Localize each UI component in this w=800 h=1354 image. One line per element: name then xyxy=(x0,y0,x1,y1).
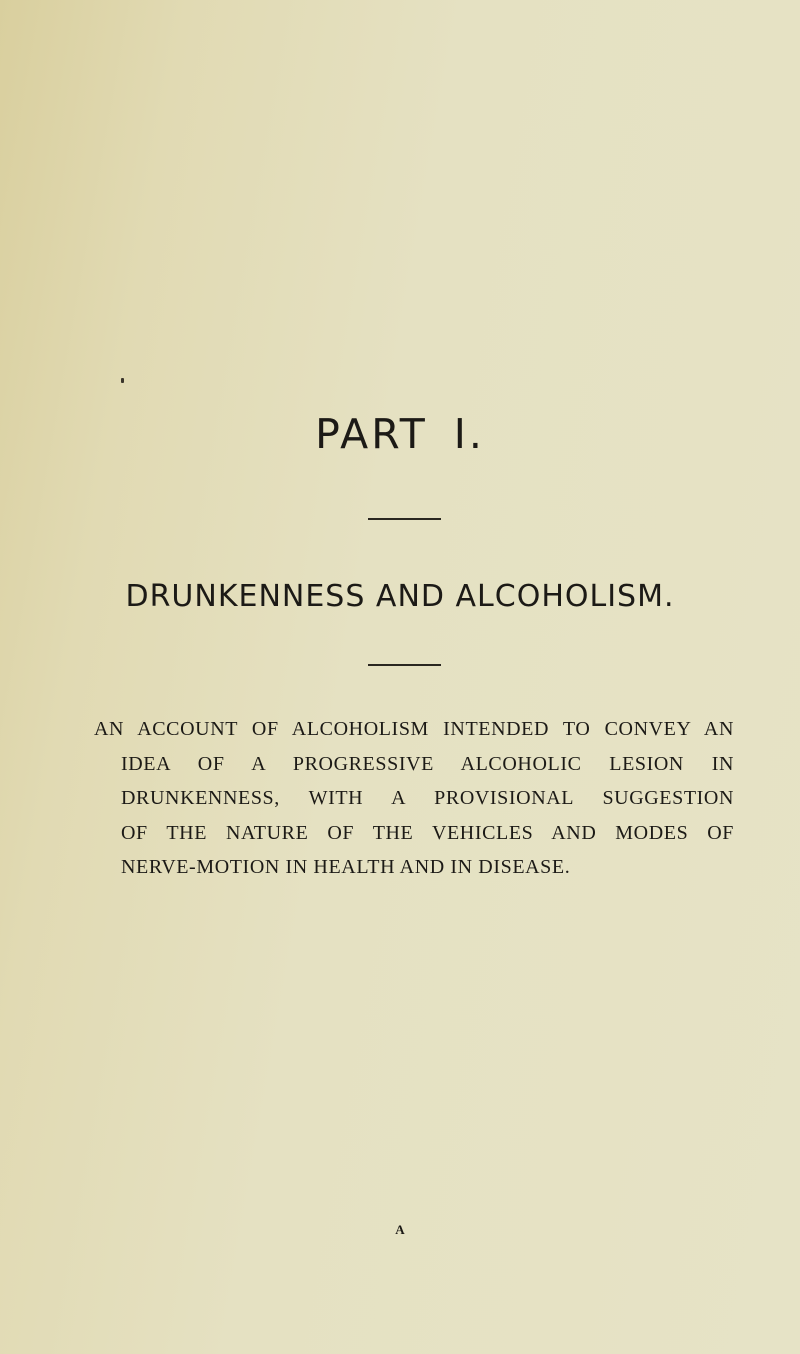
subtitle-line: IDEA OF A PROGRESSIVE ALCOHOLIC LESION IN xyxy=(121,752,734,775)
part-heading: PART I. xyxy=(315,410,485,458)
ink-speck xyxy=(121,378,124,383)
chapter-subtitle xyxy=(94,712,734,885)
chapter-title: DRUNKENNESS AND ALCOHOLISM. xyxy=(125,579,675,614)
subtitle-line: AN ACCOUNT OF ALCOHOLISM INTENDED TO CONVEY AN xyxy=(94,718,734,740)
signature-mark: A xyxy=(395,1222,405,1237)
divider-rule-top xyxy=(368,518,441,520)
subtitle-line: OF THE NATURE OF THE VEHICLES AND MODES OF xyxy=(121,821,734,844)
subtitle-line: NERVE-MOTION IN HEALTH AND IN DISEASE. xyxy=(121,856,571,878)
divider-rule-bottom xyxy=(368,664,441,666)
subtitle-line: DRUNKENNESS, WITH A PROVISIONAL SUGGESTION xyxy=(121,787,734,809)
